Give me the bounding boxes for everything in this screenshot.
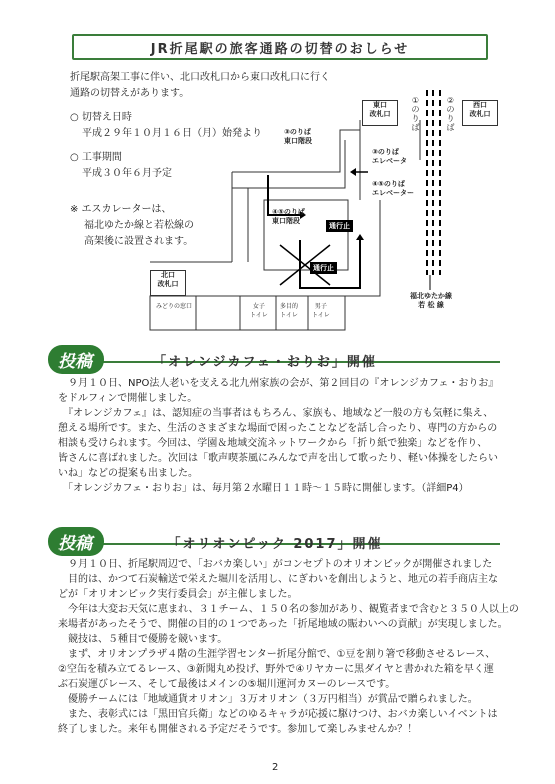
paragraph-line: 終了しました。来年も開催される予定だそうです。参加して楽しみませんか？！ — [58, 724, 418, 735]
stair3-label: ③のりば 東口階段 — [284, 128, 312, 145]
paragraph-line: まず、オリオンプラザ４階の生涯学習センター折尾分館で、①豆を割り箸で移動させるレース、 — [58, 649, 496, 660]
west-gate-box: 西口 改札口 — [462, 100, 498, 126]
item1-value: 平成２９年１０月１６日（月）始発より — [82, 128, 262, 139]
platform2-label: ②のりば — [446, 96, 455, 132]
paragraph-line: ぶ石炭運びレース、そして最後はメインの⑤堀川運河カヌーのレースです。 — [58, 679, 396, 690]
item1-title: ○ 切替え日時 — [70, 112, 132, 123]
paragraph-line: 目的は、かつて石炭輸送で栄えた堀川を活用し、にぎわいを創出しようと、地元の若手商店主な — [58, 574, 498, 585]
north-gate-box: 北口 改札口 — [150, 270, 186, 296]
east-gate-box: 東口 改札口 — [362, 100, 398, 126]
platform1-label: ①のりば — [411, 96, 420, 132]
section-title-orionpic: 「オリオンピック 2017」開催 — [167, 536, 383, 552]
orionpic-body — [58, 557, 528, 737]
note-line-1: ※ エスカレーターは、 — [70, 204, 172, 215]
intro-line-2: 通路の切替えがあります。 — [70, 88, 190, 99]
men-wc-label: 男子 トイレ — [312, 303, 330, 319]
item2-value: 平成３０年６月予定 — [82, 168, 172, 179]
closed-sign-2: 通行止 — [310, 262, 337, 274]
paragraph-line: をドルフィンで開催しました。 — [58, 393, 198, 404]
paragraph-line: ９月１０日、折尾駅周辺で、「おバカ楽しい」がコンセプトのオリオンピックが開催されました — [58, 559, 493, 570]
paragraph-line: いね」などの提案も出ました。 — [58, 468, 198, 479]
paragraph-line: 競技は、５種目で優勝を競います。 — [58, 634, 228, 645]
contribution-badge-1: 投稿 — [48, 345, 104, 374]
contribution-badge-2: 投稿 — [48, 527, 104, 556]
paragraph-line: ②空缶を積み立てるレース、③新聞丸め投げ、野外で④リヤカーに黒ダイヤと書かれた箱を早く運 — [58, 664, 494, 675]
women-wc-label: 女子 トイレ — [250, 303, 268, 319]
paragraph-line: 今年は大変お天気に恵まれ、３１チーム、１５０名の参加があり、観覧者まで含むと３５０人以上の — [58, 604, 519, 615]
note-line-2: 福北ゆたか線と若松線の — [84, 220, 194, 231]
section-title-jr-orio: JR折尾駅の旅客通路の切替のおしらせ — [72, 34, 488, 60]
paragraph-line: また、表彰式には「黒田官兵衛」などのゆるキャラが応援に駆けつけ、おバカ楽しいイベントは — [58, 709, 498, 720]
multi-wc-label: 多目的 トイレ — [280, 303, 299, 319]
paragraph-line: 相談も受けられます。今回は、学園＆地域交流ネットワークから「折り紙で独楽」などを作り、 — [58, 438, 488, 449]
paragraph-line: 憩える場所です。また、生活のさまざまな場面で困ったことなどを話し合ったり、専門の方からの — [58, 423, 498, 434]
midori-window-label: みどりの窓口 — [156, 303, 193, 310]
elevator3-label: ③のりば エレベータ — [372, 148, 407, 165]
page-number: 2 — [272, 762, 279, 773]
paragraph-line: 「オレンジカフェ・おりお」は、毎月第２水曜日１１時〜１５時に開催します。（詳細P4） — [58, 483, 469, 494]
paragraph-line: 来場者があったそうで、開催の目的の１つであった「折尾地域の賑わいへの貢献」が実現しました。 — [58, 619, 508, 630]
paragraph-line: 優勝チームには「地域通貨オリオン」３万オリオン（３万円相当）が賞品で贈られました。 — [58, 694, 478, 705]
stair45-label: ④⑤のりば 東口階段 — [272, 208, 305, 225]
orange-cafe-body — [58, 376, 518, 496]
closed-sign-1: 通行止 — [326, 220, 353, 232]
note-line-3: 高架後に設置されます。 — [84, 236, 194, 247]
railway-line-label: 福北ゆたか線 若 松 線 — [410, 292, 452, 309]
elevator45-label: ④⑤のりば エレベーター — [372, 180, 414, 197]
paragraph-line: ９月１０日、NPO法人老いを支える北九州家族の会が、第２回目の『オレンジカフェ・おりお』 — [58, 378, 499, 389]
item2-title: ○ 工事期間 — [70, 152, 122, 163]
section-title-orange-cafe: 「オレンジカフェ・おりお」開催 — [153, 354, 377, 370]
paragraph-line: 皆さんに喜ばれました。次回は「歌声喫茶風にみんなで声を出して歌ったり、軽い体操をしたらい — [58, 453, 498, 464]
paragraph-line: どが「オリオンピック実行委員会」が主催しました。 — [58, 589, 298, 600]
paragraph-line: 『オレンジカフェ』は、認知症の当事者はもちろん、家族も、地域など一般の方も気軽に集え、 — [58, 408, 494, 419]
intro-line-1: 折尾駅高架工事に伴い、北口改札口から東口改札口に行く — [70, 72, 330, 83]
